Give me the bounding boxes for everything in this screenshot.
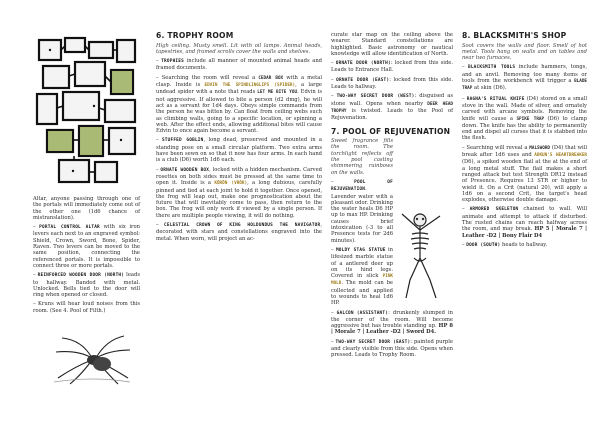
secret-east-entry: – TWO-WAY SECRET DOOR (EAST): painted purple and clearly visible from this side. Opens when pressed. Leads to Trophy Room. xyxy=(331,338,453,359)
crown-entry: – CELESTIAL CROWN OF KING HOLDUNDUS THE NAVIGATOR, decorated with stars and constellations engraved into the metal. When worn, will project an ac- xyxy=(156,222,323,242)
column-2 xyxy=(156,32,322,245)
door-south-tag: DOOR (SOUTH) xyxy=(466,242,501,248)
malsword-tag: MALSWORD xyxy=(529,145,550,151)
pool-entry: – POOL OF REJUVENATION. Lavender water with a pleasant odor. Drinking the water heals D6 HP up to max HP. Drinking causes brief intoxication (-3 to all Presence tests for 2d6 minutes). xyxy=(331,178,393,244)
adkun-tag: ADKUN'S HEARTBREAKER xyxy=(534,153,587,159)
door-text: leads to hallway. Banded with metal. Unlocked. Bells tied to the door will ring when opened or closed. xyxy=(33,272,140,299)
portal-entry: – PORTAL CONTROL ALTAR with six iron levers each next to an engraved symbol: Shield, Crown, Sword, Bone, Spider, Raven. Two levers can be moved to the same position, connecting the referenced portals. It is impossible to connect three or more portals. xyxy=(33,224,140,269)
skeleton-tag: ARMORED SKELETON xyxy=(469,207,519,213)
search4-text-c: (D6), a spiked wooden flail at the at the end of a long metal stuff. The flail makes a short ranged attack but test Strength DR12 instead of Presence. Requires 13 STR or higher to wield it. On a Crit (natural 20), will apply a 1d6 on a second Crit, the target's head explodes, otherwise double damage. xyxy=(462,159,587,204)
knife-entry: – RAGNA'S RITUAL KNIFE (D4) stored on a small stove in the wall. Made of silver, and ornately carved with arcane symbols. Removing the knife will cause a SPIKE TRAP (D6) to clamp down. The knife has the ability to permanently end and dispel all curses that it is stabbed into the flesh. xyxy=(462,95,588,142)
dungeon-map xyxy=(33,32,140,192)
door-south-text: heads to hallway. xyxy=(502,241,548,248)
cedar-box-tag: CEDAR BOX xyxy=(258,75,284,81)
portal-text: with six iron levers each next to an engraved symbol: Shield, Crown, Sword, Bone, Spider, Raven. Two levers can be moved to the same position, connecting the referenced portals. It is impossible to connect three or more portals. xyxy=(33,224,140,269)
kruns-text: Kruns will hear loud noises from this room. (See 4. Pool of Filth.) xyxy=(33,301,140,314)
skeleton-entry: – ARMORED SKELETON chained to wall. Will animate and attempt to attack if disturbed. The rusted chains can reach halfway across the room, and may break. HP 5 | Morale 7 | Leather -D2 | Bony Flair D4 xyxy=(462,206,587,239)
blacksmith-heading: 8. BLACKSMITH'S SHOP xyxy=(462,31,567,40)
galcon-tag: GALCON xyxy=(336,310,354,316)
blacksmith-intro: Soot covers the walls and floor. Smell of hot metal. Tools hang on walls and on tables and near two furnaces. xyxy=(462,42,587,62)
door-north-tag: ORNATE DOOR (NORTH) xyxy=(335,61,391,67)
search-entry-4: – Searching will reveal a MALSWORD (D4) that will break after 1d6 uses and ADKUN'S HEARTBREAKER (D6), a spiked wooden flail at the at the end of a long metal stuff. The flail makes a short ranged attack but test Strength DR12 instead of Presence. Requires 13 STR or higher to wield it. On a Crit (natural 20), will apply a 1d6 on a second Crit, the target's head explodes, otherwise double damage. xyxy=(462,144,587,204)
column-1 xyxy=(33,196,140,317)
let-me-tag: LET ME BITE YOU xyxy=(257,90,298,96)
ornate-tag: ORNATE WOODEN BOX xyxy=(160,167,210,173)
galcon-stats: HP 8 | Morale 7 | Leather -D2 | Sword D4. xyxy=(331,323,453,336)
ornate-text-b: , a long dubious, carefully pinned and tied at each joint to hold it together. Once opened, the frog will leap out, make one prognostication about the future that will inevitably come to pass, then return to the box. The frog will only work if viewed by a single person. If there are multiple people viewing, it will do nothing. xyxy=(156,180,323,219)
search4-text-a: Searching will reveal a xyxy=(466,144,528,151)
skeleton-text: chained to wall. Will animate and attempt to attack if disturbed. The rusted chains can reach halfway across the room, and may break. xyxy=(462,206,587,233)
ornate-entry: – ORNATE WOODEN BOX, locked with a hidden mechanism. Carved rosettes on both sides must be pressed at the same time to open it. Inside is a KÖRÖN (VRÖK), a long dubious, carefully pinned and tied at each joint to hold it together. Once opened, the frog will leap out, make one prognostication about the future that will inevitably come to pass, then return to the box. The frog will only work if viewed by a single person. If there are multiple people viewing, it will do nothing. xyxy=(156,166,323,219)
goblin-tag: STUFFED GOBLIN xyxy=(161,138,204,144)
skeleton-illustration xyxy=(390,210,450,300)
door-east-tag: ORNATE DOOR (EAST) xyxy=(336,77,390,83)
deer-head-tag: DEER HEAD TROPHY xyxy=(331,101,453,114)
trophies-tag: TROPHIES xyxy=(161,59,184,65)
spider-illustration xyxy=(52,330,132,385)
trophies-text: include all manner of mounted animal heads and framed documents. xyxy=(156,58,322,72)
door-north-text: : locked from this side. Leads to Entrance Hall. xyxy=(331,60,453,74)
tools-tag: BLACKSMITH TOOLS xyxy=(467,65,516,71)
knife-text: (D4) stored on a small stove in the wall. Made of silver, and ornately carved with arcane symbols. Removing the knife will cause a xyxy=(462,95,588,122)
ornate-text-a: , locked with a hidden mechanism. Carved rosettes on both sides must be pressed at the same time to open it. Inside is a xyxy=(156,166,322,187)
tools-text-b: at skin (D6). xyxy=(474,85,507,92)
crown-text: , decorated with stars and constellations engraved into the metal. When worn, will project an ac- xyxy=(156,222,323,242)
secret-east-text: : painted purple and clearly visible from this side. Opens when pressed. Leads to Trophy Room. xyxy=(331,338,453,359)
trophy-intro: High ceiling. Musty smell. Lit with oil lamps. Animal heads, tapestries, and framed scrolls cover the walls and shelves. xyxy=(156,42,322,55)
search-text-c: , a large undead spider with a note that reads xyxy=(156,82,322,96)
column-4 xyxy=(462,32,587,252)
pool-tag: POOL OF REJUVENATION xyxy=(331,179,393,193)
spike-trap-tag: SPIKE TRAP xyxy=(516,116,545,122)
tools-text-a: include hammers, tongs, and an anvil. Removing too many items or tools from the workbench will trigger a xyxy=(462,64,587,85)
star-map-para: curate star map on the ceiling above the wearer. Standard constellations are highlighted. Basic astronomy or nautical knowledge will allow identification of North. xyxy=(331,32,453,57)
skeleton-stats: HP 5 | Morale 7 | Leather -D2 | Bony Flair D4 xyxy=(462,226,587,239)
goblin-text: , long dead, preserved and mounted in a standing pose on a small circular platform. Two extra arms have been sewn on so that it now has four arms. In each hand is a club (D6) worth 1d6 each. xyxy=(156,137,322,164)
search-text-a: Searching the room will reveal a xyxy=(161,74,256,81)
search-text-d: . Edvin is not aggressive. If allowed to bite a person (d2 dmg), he will act as a servant for 1d4 days. Obeys simple commands from the person he was bitten by. Can float from ceiling webs such as climbing walls, going to a specific location, or spinning a web. After the effect ends, allowing additional bites will cause Edvin to once again become a servant. xyxy=(156,89,323,135)
search-entry: – Searching the room will reveal a CEDAR BOX with a metal clasp. Inside is EDVIN THE SPINDLINGLIPS (SPIDER), a large undead spider with a note that reads LET ME BITE YOU. Edvin is not aggressive. If allowed to bite a person (d2 dmg), he will act as a servant for 1d4 days. Obeys simple commands from the person he was bitten by. Can float from ceiling webs such as climbing walls, going to a specific location, or spinning a web. After the effect ends, allowing additional bites will cause Edvin to once again become a servant. xyxy=(156,74,323,135)
blade-trap-tag: BLADE TRAP xyxy=(462,79,587,92)
statue-text2: . The mold can be collected and applied to wounds to heal 1d6 HP. xyxy=(331,280,393,307)
trophies-entry: – TROPHIES include all manner of mounted animal heads and framed documents. xyxy=(156,58,322,72)
goblin-entry: – STUFFED GOBLIN, long dead, preserved and mounted in a standing pose on a small circular platform. Two extra arms have been sewn on so that it now has four arms. In each hand is a club (D6) worth 1d6 each. xyxy=(156,137,322,164)
portal-tag: PORTAL CONTROL ALTAR xyxy=(39,225,100,231)
door-entry: – REINFORCED WOODEN DOOR (NORTH) leads to hallway. Banded with metal. Unlocked. Bells tied to the door will ring when opened or closed. xyxy=(33,272,140,299)
statue-text: in lifesized marble statue of a antlered deer up on its hind legs. Covered in slick xyxy=(331,246,394,280)
ornate-item-tag: KÖRÖN (VRÖK) xyxy=(214,181,248,187)
col1-para: Altar, anyone passing through one of the portals will immediately come out of the other one (1d6 chance of mistranslation). xyxy=(33,196,140,221)
kruns-note: – Kruns will hear loud noises from this room. (See 4. Pool of Filth.) xyxy=(33,301,140,314)
trophy-room-heading: 6. TROPHY ROOM xyxy=(156,31,234,40)
edvin-tag: EDVIN THE SPINDLINGLIPS (SPIDER) xyxy=(204,83,296,89)
secret-west-tag: TWO-WAY SECRET DOOR (WEST) xyxy=(336,94,415,100)
search-text-b: with a metal clasp. Inside is xyxy=(156,74,323,89)
secret-west-text2: is twisted. Leads to the Pool of Rejuvenation. xyxy=(331,107,453,122)
knife-text2: (D6) to clamp down. The knife has the ability to permanently end and dispel all curses that it is stabbed into the flesh. xyxy=(462,115,587,142)
secret-west-entry: – TWO-WAY SECRET DOOR (WEST): disguised as stone wall. Opens when nearby DEER HEAD TROPHY is twisted. Leads to the Pool of Rejuvenation. xyxy=(331,93,453,122)
statue-entry: – MOLDY STAG STATUE in lifesized marble statue of a antlered deer up on its hind legs. Covered in slick PINK MOLD. The mold can be collected and applied to wounds to heal 1d6 HP. xyxy=(331,246,394,307)
door-east-text: : locked from this side. Leads to hallway. xyxy=(331,76,453,91)
pool-text: . Lavender water with a pleasant odor. Drinking the water heals D6 HP up to max HP. Drinking causes brief intoxication (-3 to all Presence tests for 2d6 minutes). xyxy=(331,186,393,244)
galcon-text: : drunkenly slumped in the corner of the room. Will become aggressive but has trouble standing up. xyxy=(331,309,453,330)
crown-tag: CELESTIAL CROWN OF KING HOLDUNDUS THE NAVIGATOR xyxy=(164,223,321,229)
door-south-entry: – DOOR (SOUTH) heads to hallway. xyxy=(462,241,548,248)
door-north-entry: – ORNATE DOOR (NORTH): locked from this side. Leads to Entrance Hall. xyxy=(331,60,453,74)
statue-tag: MOLDY STAG STATUE xyxy=(335,247,386,253)
pool-intro: Sweet fragrance fills the room. The torchlight reflects off the pool casting shimmering rainbows on the walls. xyxy=(331,138,393,176)
tools-entry: – BLACKSMITH TOOLS include hammers, tongs, and an anvil. Removing too many items or tools from the workbench will trigger a BLADE TRAP at skin (D6). xyxy=(462,64,587,92)
galcon-entry: – GALCON (ASSISTANT): drunkenly slumped in the corner of the room. Will become aggressive but has trouble standing up. HP 8 | Morale 7 | Leather -D2 | Sword D4. xyxy=(331,309,453,336)
search4-text-b: (D4) that will break after 1d6 uses and xyxy=(462,144,587,159)
door-tag: REINFORCED WOODEN DOOR (NORTH) xyxy=(37,273,125,279)
knife-tag: RAGNA'S RITUAL KNIFE xyxy=(466,96,525,102)
galcon-tag2: (ASSISTANT) xyxy=(356,310,389,316)
pink-mold-tag: PINK MOLD xyxy=(331,274,393,287)
pool-heading: 7. POOL OF REJUVENATION xyxy=(331,126,451,136)
door-east-entry: – ORNATE DOOR (EAST): locked from this side. Leads to hallway. xyxy=(331,76,453,91)
secret-west-text: : disguised as stone wall. Opens when nearby xyxy=(331,93,453,107)
column-3 xyxy=(331,32,453,362)
secret-east-tag: TWO-WAY SECRET DOOR (EAST) xyxy=(335,339,411,345)
